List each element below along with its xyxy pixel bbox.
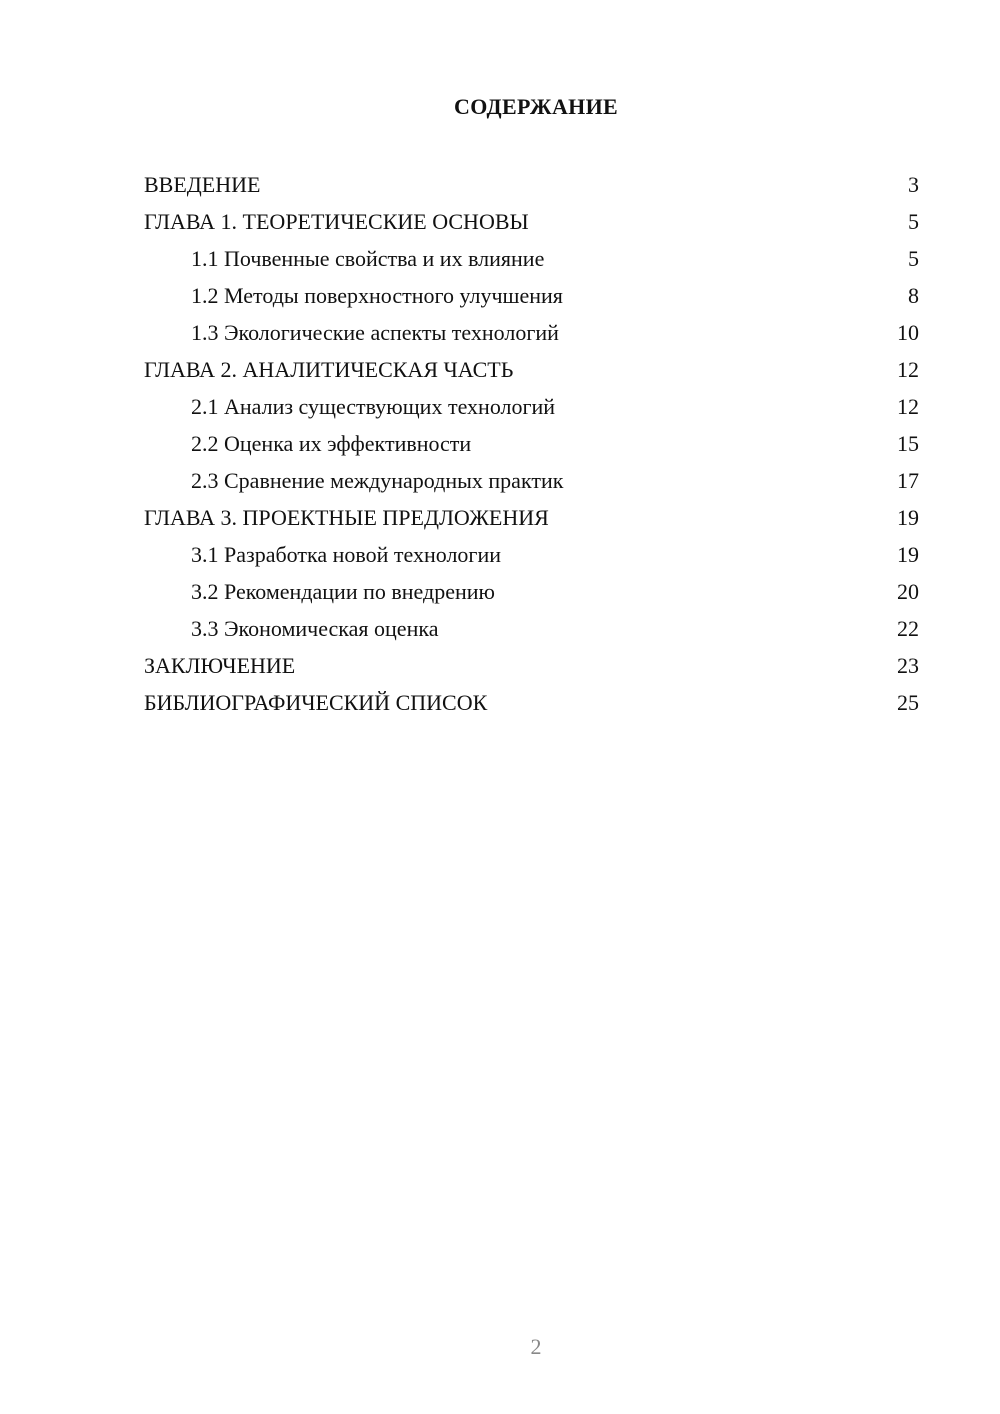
toc-entry-title: ВВЕДЕНИЕ	[144, 171, 261, 197]
toc-entry-chapter-2	[144, 351, 919, 388]
toc-entry-section-3-2	[144, 573, 919, 610]
toc-entry-page: 3	[908, 171, 919, 197]
toc-entry-title: 1.2 Методы поверхностного улучшения	[191, 282, 563, 308]
toc-entry-title: ЗАКЛЮЧЕНИЕ	[144, 652, 296, 678]
toc-entry-section-3-3	[144, 610, 919, 647]
toc-entry-title: 1.3 Экологические аспекты технологий	[191, 319, 559, 345]
toc-entry-page: 20	[897, 578, 919, 604]
toc-entry-page: 19	[897, 504, 919, 530]
toc-entry-title: ГЛАВА 1. ТЕОРЕТИЧЕСКИЕ ОСНОВЫ	[144, 208, 529, 234]
toc-entry-page: 8	[908, 282, 919, 308]
toc-entry-bibliography	[144, 684, 919, 721]
toc-entry-section-2-3	[144, 462, 919, 499]
toc-entry-page: 5	[908, 208, 919, 234]
toc-entry-title: 1.1 Почвенные свойства и их влияние	[191, 245, 545, 271]
toc-entry-section-1-1	[144, 240, 919, 277]
toc-entry-section-2-2	[144, 425, 919, 462]
toc-entry-introduction	[144, 166, 919, 203]
toc-entry-chapter-3	[144, 499, 919, 536]
toc-entry-chapter-1	[144, 203, 919, 240]
table-of-contents	[144, 166, 919, 721]
page-number: 2	[530, 1334, 542, 1359]
toc-entry-title: ГЛАВА 2. АНАЛИТИЧЕСКАЯ ЧАСТЬ	[144, 356, 514, 382]
toc-entry-page: 10	[897, 319, 919, 345]
toc-entry-section-3-1	[144, 536, 919, 573]
toc-entry-page: 17	[897, 467, 919, 493]
toc-entry-section-2-1	[144, 388, 919, 425]
toc-entry-title: 3.3 Экономическая оценка	[191, 615, 439, 641]
toc-entry-page: 19	[897, 541, 919, 567]
toc-entry-conclusion	[144, 647, 919, 684]
toc-entry-title: 2.2 Оценка их эффективности	[191, 430, 472, 456]
toc-entry-title: 2.3 Сравнение международных практик	[191, 467, 564, 493]
toc-entry-page: 12	[897, 393, 919, 419]
toc-entry-page: 5	[908, 245, 919, 271]
toc-entry-title: БИБЛИОГРАФИЧЕСКИЙ СПИСОК	[144, 689, 488, 715]
toc-entry-section-1-2	[144, 277, 919, 314]
toc-entry-page: 12	[897, 356, 919, 382]
toc-entry-title: ГЛАВА 3. ПРОЕКТНЫЕ ПРЕДЛОЖЕНИЯ	[144, 504, 549, 530]
toc-entry-page: 23	[897, 652, 919, 678]
toc-entry-title: 2.1 Анализ существующих технологий	[191, 393, 556, 419]
toc-entry-title: 3.1 Разработка новой технологии	[191, 541, 501, 567]
toc-entry-section-1-3	[144, 314, 919, 351]
toc-entry-page: 15	[897, 430, 919, 456]
toc-entry-page: 22	[897, 615, 919, 641]
page-title: СОДЕРЖАНИЕ	[454, 94, 618, 119]
toc-entry-page: 25	[897, 689, 919, 715]
toc-entry-title: 3.2 Рекомендации по внедрению	[191, 578, 495, 604]
